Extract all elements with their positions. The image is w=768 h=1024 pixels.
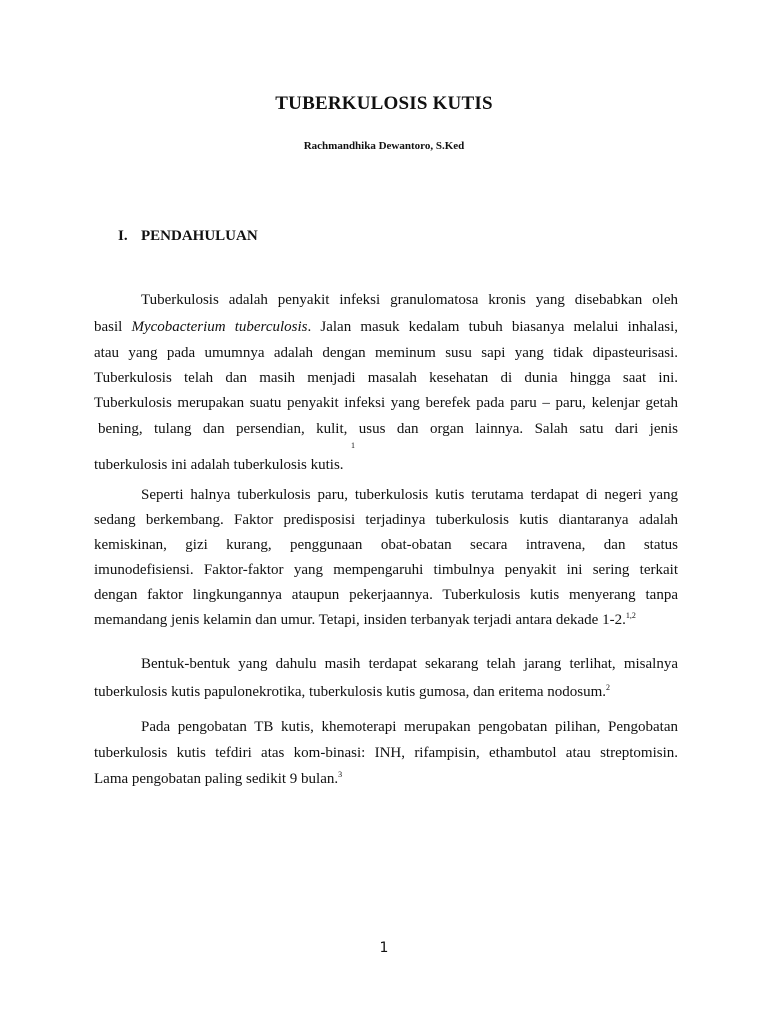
author-name: Rachmandhika Dewantoro, S.Ked bbox=[303, 140, 465, 152]
text-span: Lama pengobatan paling sedikit 9 bulan. bbox=[94, 771, 339, 787]
paragraph-2-line-3: kemiskinan, gizi kurang, penggunaan obat-obatan secara intravena, dan status bbox=[94, 537, 678, 553]
text-span: basil bbox=[94, 319, 132, 335]
text-span: tuberkulosis kutis papulonekrotika, tuberkulosis kutis gumosa, dan eritema nodosum. bbox=[94, 684, 607, 700]
paragraph-4-line-3 bbox=[94, 770, 678, 788]
text-span: . Jalan masuk kedalam tubuh biasanya melalui inhalasi, bbox=[307, 319, 679, 335]
paragraph-1-line-6: bening, tulang dan persendian, kulit, usus dan organ lainnya. Salah satu dari jenis bbox=[98, 421, 678, 437]
paragraph-2-line-4: imunodefisiensi. Faktor-faktor yang mempengaruhi timbulnya penyakit ini sering terkait bbox=[94, 562, 678, 578]
paragraph-1-line-5: Tuberkulosis merupakan suatu penyakit infeksi yang berefek pada paru – paru, kelenjar getah bbox=[94, 395, 678, 411]
reference-marker: 3 bbox=[338, 770, 343, 779]
section-title: PENDAHULUAN bbox=[141, 228, 258, 244]
document-title: TUBERKULOSIS KUTIS bbox=[275, 93, 493, 114]
paragraph-2-line-6 bbox=[94, 611, 678, 629]
paragraph-2-line-1: Seperti halnya tuberkulosis paru, tuberkulosis kutis terutama terdapat di negeri yang bbox=[141, 487, 678, 503]
paragraph-3-line-2 bbox=[94, 683, 678, 701]
paragraph-2-line-5: dengan faktor lingkungannya ataupun pekerjaannya. Tuberkulosis kutis menyerang tanpa bbox=[94, 587, 678, 603]
paragraph-4-line-2: tuberkulosis kutis tefdiri atas kom-binasi: INH, rifampisin, ethambutol atau streptomisin. bbox=[94, 745, 678, 761]
text-span: memandang jenis kelamin dan umur. Tetapi, insiden terbanyak terjadi antara dekade 1-2. bbox=[94, 612, 626, 628]
paragraph-1-line-4: Tuberkulosis telah dan masih menjadi masalah kesehatan di dunia hingga saat ini. bbox=[94, 370, 678, 386]
reference-marker: 2 bbox=[606, 683, 611, 692]
paragraph-4-line-1: Pada pengobatan TB kutis, khemoterapi merupakan pengobatan pilihan, Pengobatan bbox=[141, 719, 678, 735]
paragraph-2-line-2: sedang berkembang. Faktor predisposisi terjadinya tuberkulosis kutis diantaranya adalah bbox=[94, 512, 678, 528]
page-number: 1 bbox=[379, 940, 389, 956]
section-heading bbox=[118, 228, 258, 245]
paragraph-1-line-7: tuberkulosis ini adalah tuberkulosis kutis. bbox=[94, 457, 344, 473]
paragraph-1-line-1: Tuberkulosis adalah penyakit infeksi granulomatosa kronis yang disebabkan oleh bbox=[141, 292, 678, 308]
paragraph-1-line-2 bbox=[94, 318, 678, 336]
section-number: I. bbox=[118, 228, 128, 244]
species-name: Mycobacterium tuberculosis bbox=[131, 319, 308, 335]
paragraph-1-line-3: atau yang pada umumnya adalah dengan meminum susu sapi yang tidak dipasteurisasi. bbox=[94, 345, 678, 361]
reference-marker: 1 bbox=[351, 441, 355, 450]
reference-marker: 1,2 bbox=[625, 611, 636, 620]
paragraph-3-line-1: Bentuk-bentuk yang dahulu masih terdapat sekarang telah jarang terlihat, misalnya bbox=[141, 656, 678, 672]
